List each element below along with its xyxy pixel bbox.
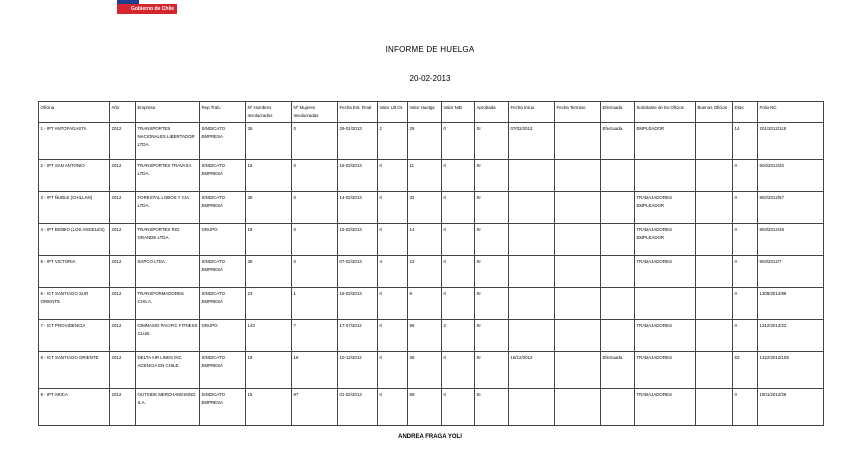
table-cell: TRABAJADORES EMPLEADOR [635,224,696,256]
table-cell [555,320,601,352]
table-cell: 18-02/2013 [338,288,378,320]
table-cell: SINDICATO EMPRESA [200,192,246,224]
table-cell: TRANSPORTES TRAVASA LTDA. [136,160,200,192]
table-cell: 0 [378,288,408,320]
table-cell: Efectuada [601,352,635,389]
table-cell: SI [475,320,509,352]
table-cell: SAPCO LTDA. [136,256,200,288]
table-cell: 504/2012/20 [758,160,824,192]
table-cell: 0 [442,123,475,160]
table-cell: 8 [408,288,442,320]
table-cell [696,160,733,192]
table-cell: TRABAJADORES EMPLEADOR [635,192,696,224]
table-cell: 201/2012/118 [758,123,824,160]
table-cell: 07/02/2013 [509,123,555,160]
table-cell: 14-02/2013 [338,192,378,224]
table-cell: 15 [246,160,292,192]
table-cell: SI [475,160,509,192]
table-cell [555,352,601,389]
table-row [39,352,824,389]
table-cell: TRABAJADORES [635,352,696,389]
table-cell: SI [475,192,509,224]
table-row [39,224,824,256]
table-cell: 33 [408,192,442,224]
table-cell: 87 [292,389,338,426]
table-cell: 0 [378,352,408,389]
table-cell [696,352,733,389]
table-cell: SI [475,123,509,160]
table-cell: SI [475,389,509,426]
table-cell: 9 - IPT ARICA [39,389,110,426]
column-header: Aprobada [475,102,509,123]
table-cell: SINDICATO EMPRESA [200,160,246,192]
table-cell: 0 [442,160,475,192]
table-cell: 2012 [110,224,136,256]
table-cell [601,192,635,224]
table-cell: SI [475,224,509,256]
table-cell [635,288,696,320]
table-cell [601,320,635,352]
table-cell: TRANSPORTES NACIONALES LIBERTADOR LTDA. [136,123,200,160]
table-cell: 07-02/2013 [338,256,378,288]
column-header: Valor Ult.Ot. [378,102,408,123]
column-header: Nº Hombres Involucrados [246,102,292,123]
table-cell: 96 [408,320,442,352]
table-cell: 38 [246,256,292,288]
table-cell: 1308/2012/88 [758,288,824,320]
column-header: Fecha Inicio [509,102,555,123]
table-cell: 23 [246,288,292,320]
table-cell [509,389,555,426]
table-cell: SINDICATO EMPRESA [200,123,246,160]
table-row [39,123,824,160]
table-cell: 2 [442,320,475,352]
table-cell: 0 [733,320,758,352]
table-cell: 11 [408,160,442,192]
table-cell: 2 [378,123,408,160]
table-cell [696,256,733,288]
table-cell: 15 [246,389,292,426]
table-cell: SINDICATO EMPRESA [200,389,246,426]
table-cell: 2012 [110,389,136,426]
column-header: Nº Mujeres Involucradas [292,102,338,123]
table-cell [555,389,601,426]
table-cell: 0 [378,320,408,352]
table-cell: 0 [292,224,338,256]
table-cell [555,224,601,256]
table-row [39,389,824,426]
table-row [39,320,824,352]
table-row [39,288,824,320]
table-cell: SINDICATO EMPRESA [200,288,246,320]
table-cell: DELTA AIR LINES INC AGENCIA EN CHILE. [136,352,200,389]
table-cell [555,160,601,192]
table-cell: 15-02/2013 [338,224,378,256]
table-cell: 89 [408,389,442,426]
column-header: Rep.Trab. [200,102,246,123]
table-cell: 35 [246,123,292,160]
table-cell: 0 [442,224,475,256]
table-cell: 3 - IPT ÑUBLE (CHILLAN) [39,192,110,224]
table-cell: 18 [292,352,338,389]
table-row [39,192,824,224]
table-cell: 0 [442,288,475,320]
table-cell: 802/2012/57 [758,192,824,224]
table-cell [696,389,733,426]
table-cell: TRABAJADORES [635,320,696,352]
column-header: Fecha Termino [555,102,601,123]
table-cell: GIMNASIO PACIFIC FITNESS CLUB. [136,320,200,352]
table-cell: 14 [408,224,442,256]
table-cell [635,160,696,192]
table-cell: EMPLEADOR [635,123,696,160]
table-cell: 01-02/2013 [338,389,378,426]
table-cell: 7 [292,320,338,352]
logo-red-band [117,4,177,14]
table-cell: TRABAJADORES [635,389,696,426]
table-cell: 4 - IPT BIOBIO (LOS ANGELES) [39,224,110,256]
table-cell [555,123,601,160]
table-cell: 7 - ICT PROVIDENCIA [39,320,110,352]
table-cell: 0 [733,389,758,426]
table-cell: 2012 [110,192,136,224]
table-cell: 1312/2012/22 [758,320,824,352]
table-cell: 23 [408,256,442,288]
table-header-row [39,102,824,123]
table-cell: 18 [246,352,292,389]
table-cell: 29-01/2013 [338,123,378,160]
table-cell: 2012 [110,288,136,320]
table-cell [509,256,555,288]
table-cell [601,288,635,320]
table-cell [555,192,601,224]
table-cell [696,224,733,256]
table-cell: SINDICATO EMPRESA [200,256,246,288]
government-logo [117,0,177,14]
table-cell: 0 [292,160,338,192]
table-cell [509,192,555,224]
table-cell [696,192,733,224]
column-header: Año [110,102,136,123]
table-cell: TRABAJADORES [635,256,696,288]
table-cell: GRUPO [200,224,246,256]
table-cell: 0 [292,256,338,288]
table-cell: 903/2012/7 [758,256,824,288]
table-cell: 0 [442,256,475,288]
table-cell: 0 [733,256,758,288]
table-cell: 0 [733,288,758,320]
table-cell: TRANSFORMADORES CHS.A. [136,288,200,320]
table-cell: 0 [733,224,758,256]
table-cell [696,123,733,160]
table-cell: 1 - IPT ANTOFAGASTA [39,123,110,160]
column-header: Solicitante de Ex.Oficios [635,102,696,123]
column-header: Empresa [136,102,200,123]
signature-name: ANDREA FRAGA YOLI [398,434,462,440]
table-cell: 1501/2012/28 [758,389,824,426]
table-row [39,160,824,192]
table-cell: 1 [292,288,338,320]
table-cell: 2 - IPT SAN ANTONIO [39,160,110,192]
table-cell: 2012 [110,123,136,160]
table-cell: 0 [442,192,475,224]
table-cell [509,288,555,320]
table-cell: 0 [378,192,408,224]
table-body [39,123,824,426]
table-cell [555,288,601,320]
column-header: Buenos Oficios [696,102,733,123]
table-cell: GRUPO [200,320,246,352]
table-cell [601,256,635,288]
strike-report-table [38,101,824,426]
table-cell: 0 [378,224,408,256]
table-cell: 0 [378,160,408,192]
table-cell: 1322/2012/108 [758,352,824,389]
table-cell [601,224,635,256]
table-cell: 5 - IPT VICTORIA [39,256,110,288]
table-cell: 17-07/2012 [338,320,378,352]
table-cell: Efectuada [601,123,635,160]
table-cell: 38 [246,192,292,224]
table-cell: 63 [733,352,758,389]
table-cell [509,320,555,352]
table-cell: 4 [378,256,408,288]
logo-text: Gobierno de Chile [130,6,174,12]
table-cell: OUTSIDE MERCHANDISING S.A. [136,389,200,426]
table-cell: TRANSPORTES RIO GRANDE LTDA. [136,224,200,256]
column-header: Valor NIB [442,102,475,123]
table-cell: 36 [408,352,442,389]
table-cell: 0 [442,352,475,389]
table-cell: 0 [733,192,758,224]
column-header: Folio NC [758,102,824,123]
table-cell: FORESTAL LOBOS Y CIA. LTDA. [136,192,200,224]
table-cell [509,160,555,192]
table-cell: 8 - ICT SANTIAGO ORIENTE [39,352,110,389]
column-header: Efectuada [601,102,635,123]
table-cell: 2012 [110,352,136,389]
table-cell: 18/12/2012 [509,352,555,389]
table-cell: 14 [733,123,758,160]
table-cell [555,256,601,288]
table-cell: 10-12/2012 [338,352,378,389]
table-cell: SI [475,288,509,320]
table-cell: 0 [292,192,338,224]
table-cell: 803/2012/48 [758,224,824,256]
report-title: INFORME DE HUELGA [385,45,475,54]
table-cell: 0 [733,160,758,192]
table-row [39,256,824,288]
table-cell: 0 [378,389,408,426]
column-header: Oficina [39,102,110,123]
table-cell: SI [475,256,509,288]
column-header: Fecha Est. Final [338,102,378,123]
table-cell [509,224,555,256]
table-cell: 2012 [110,160,136,192]
table-cell [601,389,635,426]
table-cell: 6 - ICT SANTIAGO SUR ORIENTE [39,288,110,320]
table-cell: 143 [246,320,292,352]
column-header: Valor Huelga [408,102,442,123]
table-cell: 0 [292,123,338,160]
table-cell: 0 [442,389,475,426]
table-cell: 18-02/2013 [338,160,378,192]
table-cell: SINDICATO EMPRESA [200,352,246,389]
table-cell [601,160,635,192]
table-cell [696,320,733,352]
table-cell: 2012 [110,320,136,352]
table-cell: 29 [408,123,442,160]
column-header: Días [733,102,758,123]
table-cell: 19 [246,224,292,256]
table-cell: SI [475,352,509,389]
table-cell: 2012 [110,256,136,288]
report-date: 20-02-2013 [409,74,451,83]
table-cell [696,288,733,320]
